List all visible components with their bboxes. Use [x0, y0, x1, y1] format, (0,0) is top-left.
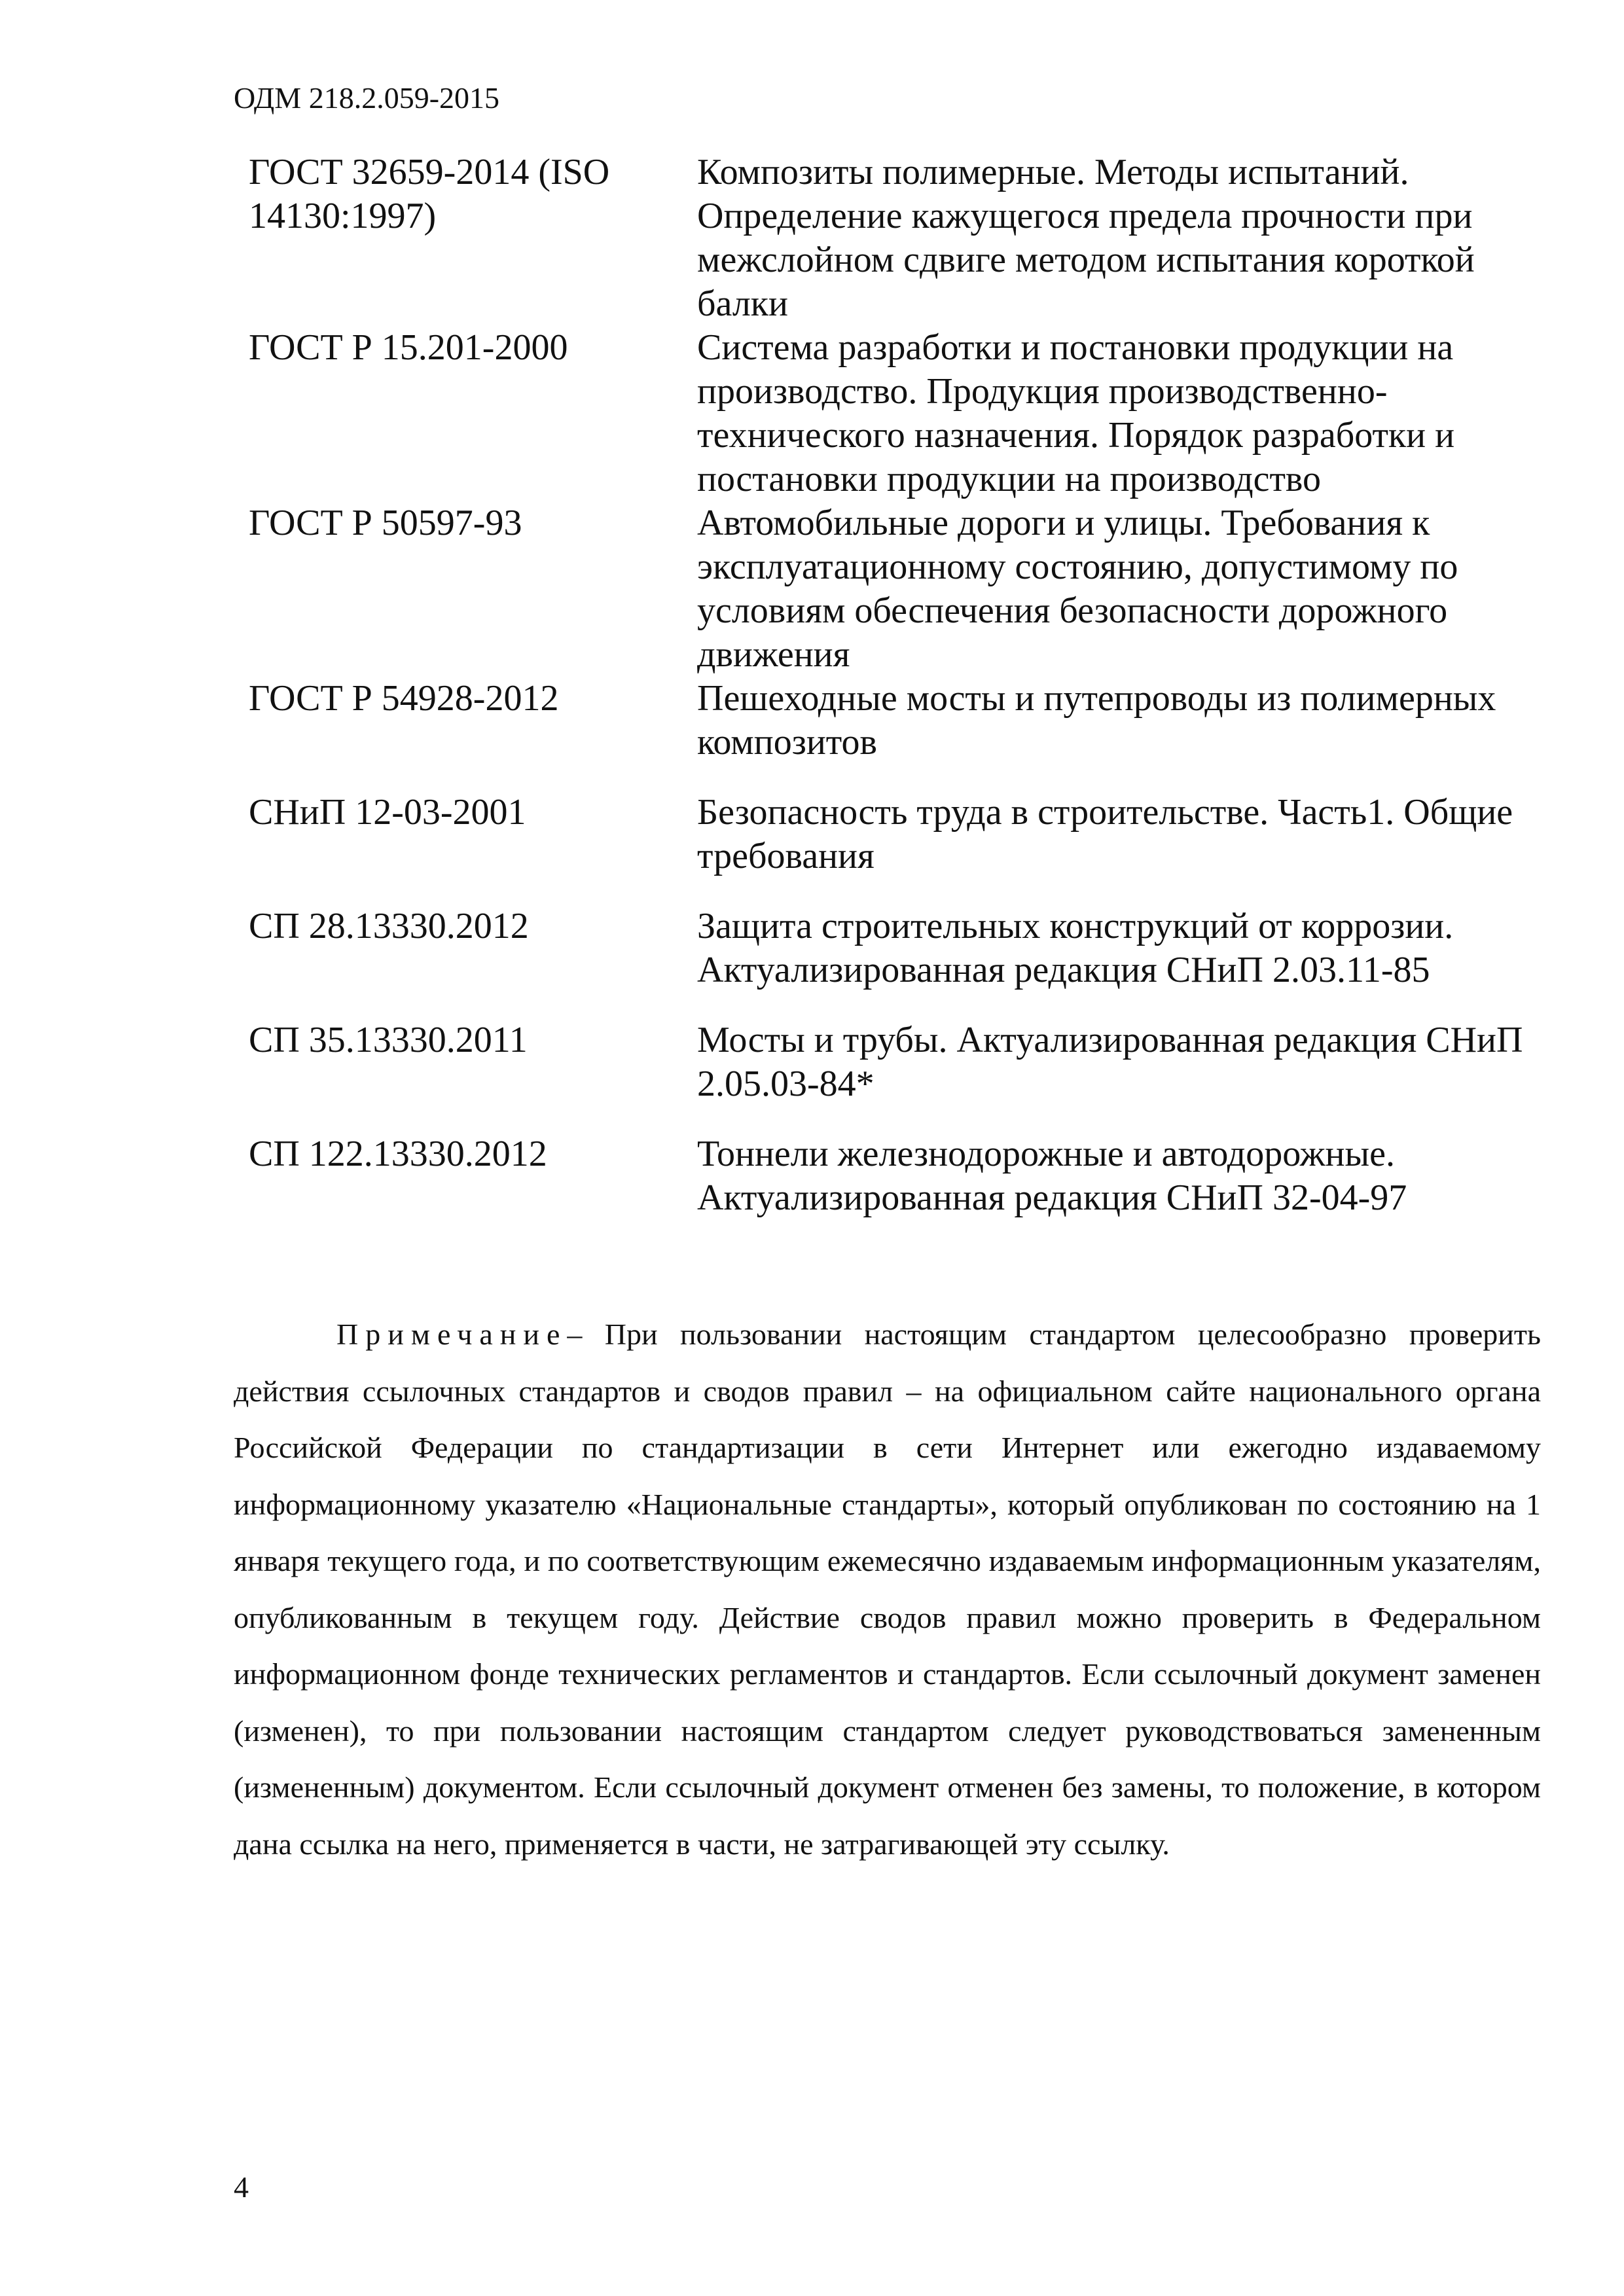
page-number: 4 [234, 2170, 249, 2204]
reference-row [249, 326, 1532, 501]
reference-code: ГОСТ Р 54928-2012 [249, 678, 559, 719]
normative-references-list [249, 151, 1532, 1220]
reference-code: СНиП 12-03-2001 [249, 792, 526, 833]
reference-code: СП 28.13330.2012 [249, 906, 529, 946]
reference-code: ГОСТ Р 50597-93 [249, 503, 522, 543]
reference-code: ГОСТ Р 15.201-2000 [249, 327, 568, 368]
reference-code: СП 122.13330.2012 [249, 1134, 547, 1174]
reference-row [249, 791, 1532, 878]
reference-row [249, 905, 1532, 992]
note-paragraph [234, 1306, 1541, 1873]
reference-title: Пешеходные мосты и путепроводы из полимерных композитов [697, 678, 1496, 762]
reference-title: Автомобильные дороги и улицы. Требования к эксплуатационному состоянию, допустимому по условиям обеспечения безопасности дорожного движения [697, 503, 1458, 675]
reference-row [249, 677, 1532, 764]
reference-code: ГОСТ 32659-2014 (ISO 14130:1997) [249, 152, 610, 236]
reference-row [249, 501, 1532, 677]
reference-row [249, 151, 1532, 326]
note-label: Примечание [336, 1318, 568, 1351]
reference-title: Мосты и трубы. Актуализированная редакция СНиП 2.05.03-84* [697, 1020, 1523, 1104]
reference-title: Тоннели железнодорожные и автодорожные. Актуализированная редакция СНиП 32-04-97 [697, 1134, 1407, 1218]
reference-title: Безопасность труда в строительстве. Часть1. Общие требования [697, 792, 1513, 876]
document-header: ОДМ 218.2.059-2015 [234, 81, 500, 115]
reference-title: Система разработки и постановки продукции на производство. Продукция производственно-технического назначения. Порядок разработки и постановки продукции на производство [697, 327, 1455, 499]
reference-title: Защита строительных конструкций от коррозии. Актуализированная редакция СНиП 2.03.11-85 [697, 906, 1454, 990]
reference-code: СП 35.13330.2011 [249, 1020, 528, 1060]
reference-row [249, 1132, 1532, 1220]
reference-title: Композиты полимерные. Методы испытаний. Определение кажущегося предела прочности при межслойном сдвиге методом испытания короткой балки [697, 152, 1475, 324]
note-text: – При пользовании настоящим стандартом целесообразно проверить действия ссылочных стандартов и сводов правил – на официальном сайте национального органа Российской Федерации по стандартизации в сети Интернет или ежегодно издаваемому информационному указателю «Национальные стандарты», который опубликован по состоянию на 1 января текущего года, и по соответствующим ежемесячно издаваемым информационным указателям, опубликованным в текущем году. Действие сводов правил можно проверить в Федеральном информационном фонде технических регламентов и стандартов. Если ссылочный документ заменен (изменен), то при пользовании настоящим стандартом следует руководствоваться замененным (измененным) документом. Если ссылочный документ отменен без замены, то положение, в котором дана ссылка на него, применяется в части, не затрагивающей эту ссылку. [234, 1318, 1541, 1861]
reference-row [249, 1018, 1532, 1106]
